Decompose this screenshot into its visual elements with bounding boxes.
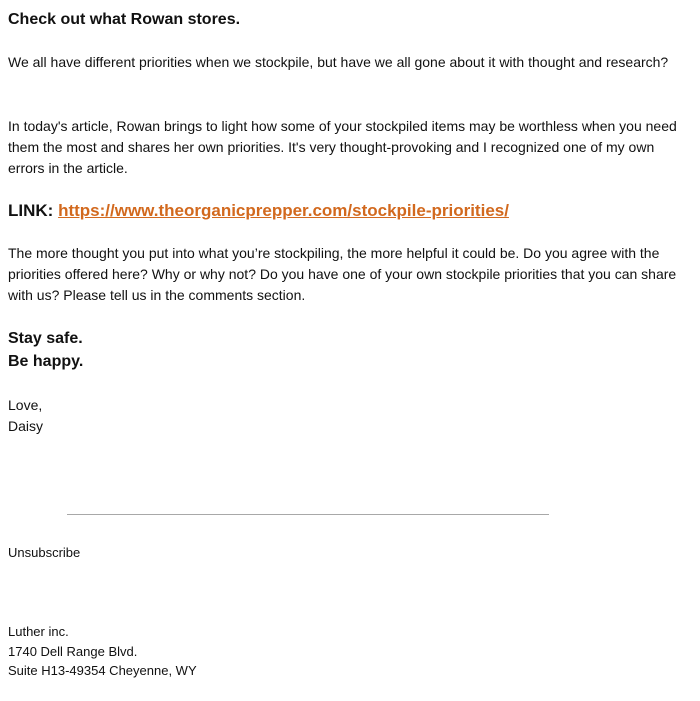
article-summary-paragraph: In today's article, Rowan brings to light how some of your stockpiled items may be worthless when you need them the most and shares her own priorities. It's very thought-provoking and I recognized one of my own errors in the article. (8, 118, 677, 176)
signoff-line-be-happy: Be happy. (8, 353, 84, 370)
signoff-line-stay-safe: Stay safe. (8, 330, 83, 347)
link-line (8, 200, 509, 222)
unsubscribe-link[interactable]: Unsubscribe (8, 545, 81, 560)
footer-address (8, 622, 197, 681)
signoff (8, 327, 83, 373)
closing (8, 395, 43, 437)
footer-divider (67, 514, 549, 515)
discussion-paragraph: The more thought you put into what you’re stockpiling, the more helpful it could be. Do you agree with the priorities offered here? Why or why not? Do you have one of your own stockpile priorities that you can share with us? Please tell us in the comments section. (8, 245, 677, 303)
address-street: 1740 Dell Range Blvd. (8, 643, 138, 659)
link-label: LINK: (8, 201, 54, 220)
closing-love: Love, (8, 397, 43, 413)
email-heading: Check out what Rowan stores. (8, 11, 241, 28)
closing-signature: Daisy (8, 418, 44, 434)
address-suite-city: Suite H13-49354 Cheyenne, WY (8, 663, 197, 678)
address-company: Luther inc. (8, 624, 69, 639)
article-link[interactable]: https://www.theorganicprepper.com/stockpile-priorities/ (58, 201, 509, 220)
intro-paragraph: We all have different priorities when we stockpile, but have we all gone about it with thought and research? (8, 54, 669, 70)
